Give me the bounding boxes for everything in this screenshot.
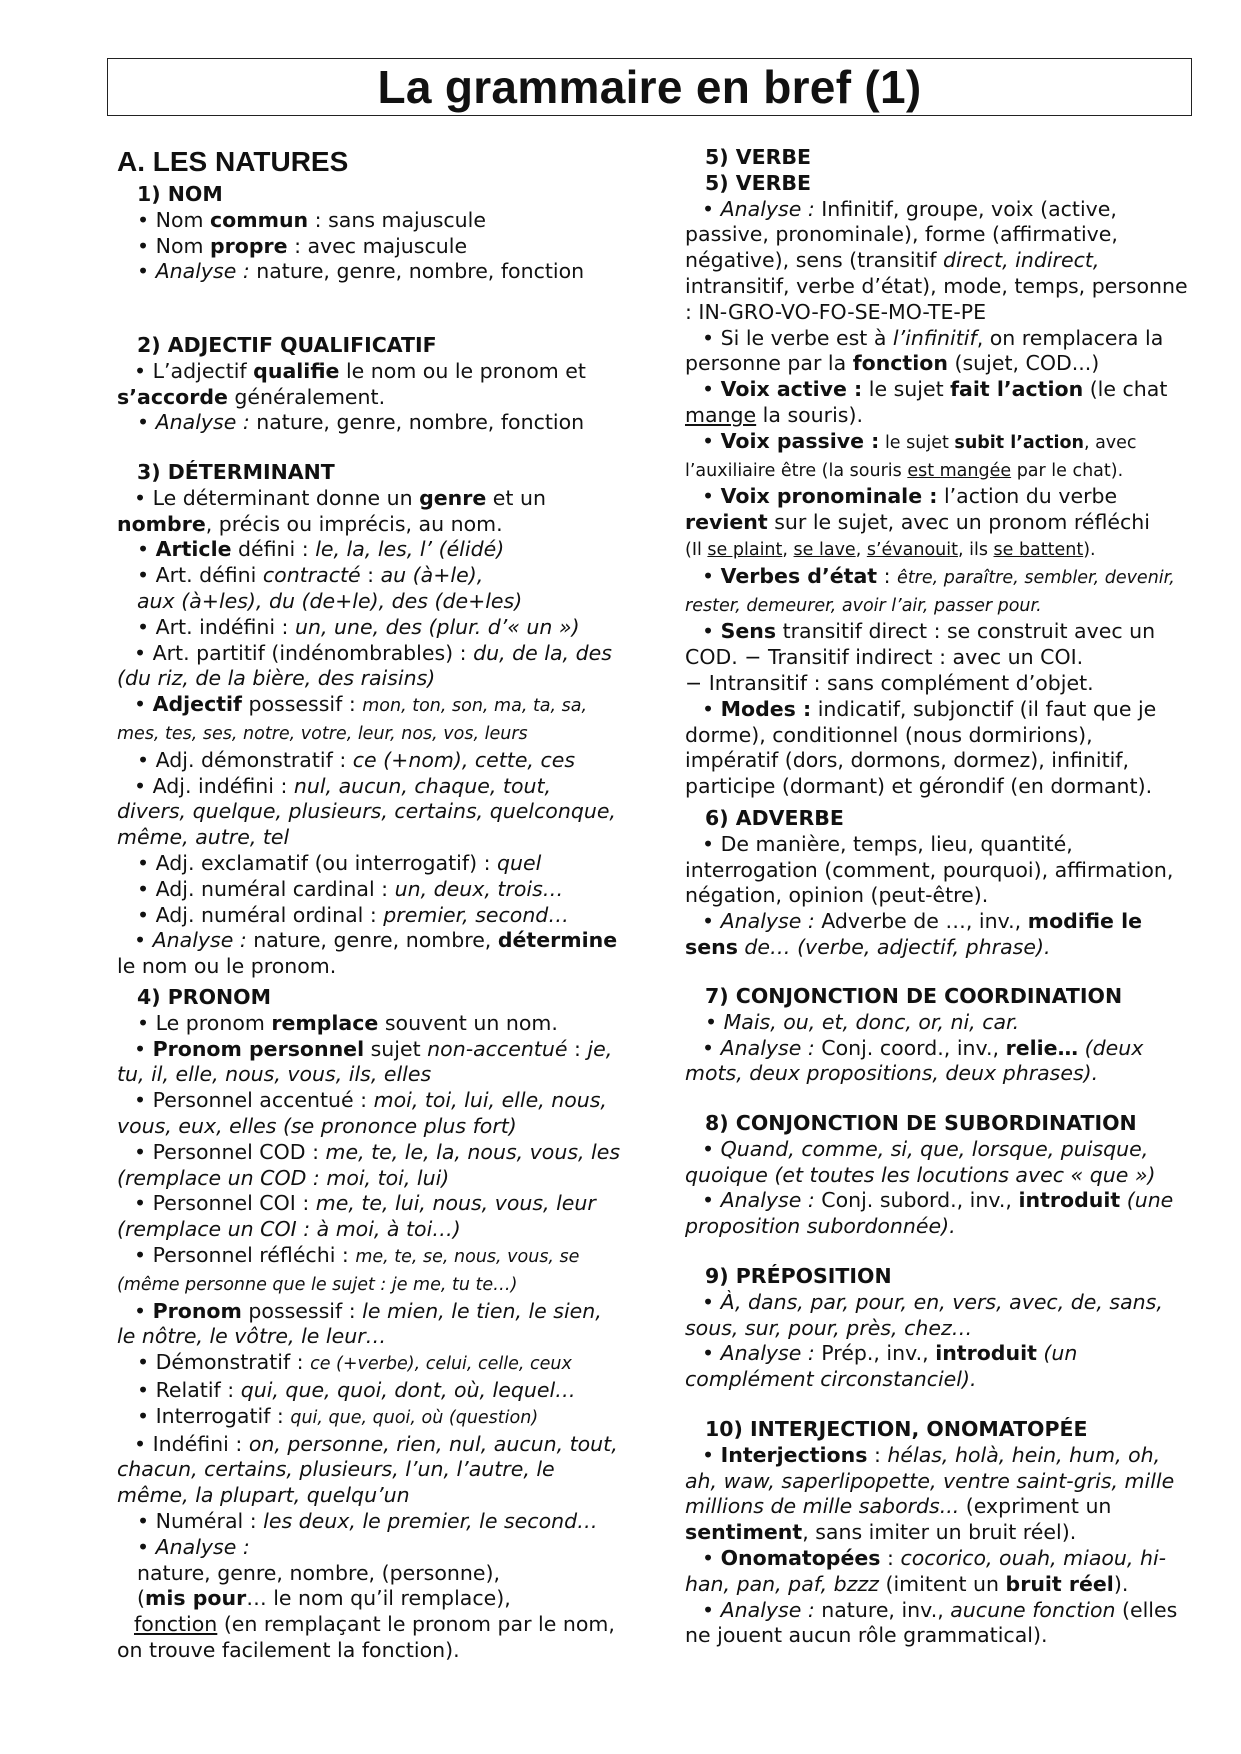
interjection-line: • Analyse : nature, inv., aucune fonction (elles ne jouent aucun rôle grammatical). <box>685 1597 1178 1648</box>
verbe-line: • Sens transitif direct : se construit avec un COD. − Transitif indirect : avec un COI. − Intransitif : sans complément d’objet. <box>685 619 1156 695</box>
pronom-line: • Pronom personnel sujet non-accentué : je, tu, il, elle, nous, vous, ils, elles <box>117 1036 613 1087</box>
determinant-line: • Art. défini contracté : au (à+le), <box>137 563 484 588</box>
section-a-title: A. LES NATURES <box>117 146 349 177</box>
section-interjection <box>685 1417 1190 1649</box>
adverbe-line: • Analyse : Adverbe de …, inv., modifie le sens de… (verbe, adjectif, phrase). <box>685 909 1143 959</box>
pronom-line: • Personnel COD : me, te, le, la, nous, vous, les (remplace un COD : moi, toi, lui) <box>117 1139 621 1190</box>
pronom-line: • Indéfini : on, personne, rien, nul, aucun, tout, chacun, certains, plusieurs, l’un, l’autre, le même, la plupart, quelqu’un <box>117 1431 618 1508</box>
pronom-line: fonction (en remplaçant le pronom par le nom, on trouve facilement la fonction). <box>117 1612 615 1662</box>
pronom-line: nature, genre, nombre, (personne), <box>137 1560 500 1585</box>
nom-line: • Nom propre : avec majuscule <box>137 233 468 258</box>
interjection-line: • Interjections : hélas, holà, hein, hum, oh, ah, waw, saperlipopette, ventre saint-gris, mille millions de mille sabords... (expriment un sentiment, sans imiter un bruit réel). <box>685 1442 1175 1545</box>
verbe-line: • Verbes d’état : être, paraître, sembler, devenir, rester, demeurer, avoir l’air, passer pour. <box>685 563 1175 616</box>
section-preposition <box>685 1264 1190 1393</box>
determinant-line: • Adj. exclamatif (ou interrogatif) : quel <box>137 850 542 875</box>
pronom-line: • Pronom possessif : le mien, le tien, le sien, le nôtre, le vôtre, le leur… <box>117 1298 602 1349</box>
determinant-line: • Adj. numéral cardinal : un, deux, trois… <box>137 876 564 901</box>
coordination-line: • Mais, ou, et, donc, or, ni, car. <box>705 1009 1020 1034</box>
determinant-line: • Adj. numéral ordinal : premier, second… <box>137 902 569 927</box>
section-adverbe <box>685 806 1190 961</box>
preposition-heading: 9) PRÉPOSITION <box>705 1264 892 1288</box>
verbe-line: • Si le verbe est à l’infinitif, on remplacera la personne par la fonction (sujet, COD...) <box>685 325 1164 376</box>
verbe-line: • Modes : indicatif, subjonctif (il faut que je dorme), conditionnel (nous dormirions), impératif (dors, dormons, dormez), infinitif, participe (dormant) et gérondif (en dormant). <box>685 696 1157 799</box>
section-subordination <box>685 1111 1190 1240</box>
determinant-heading: 3) DÉTERMINANT <box>137 460 335 484</box>
verbe-line: • Analyse : Infinitif, groupe, voix (active, passive, pronominale), forme (affirmative, négative), sens (transitif direct, indirect, intransitif, verbe d’état), mode, temps, personne : IN-GRO-VO-FO-SE-MO-TE-PE <box>685 196 1188 324</box>
section-coordination <box>685 984 1190 1087</box>
subordination-heading: 8) CONJONCTION DE SUBORDINATION <box>705 1111 1137 1135</box>
determinant-line: aux (à+les), du (de+le), des (de+les) <box>137 588 523 613</box>
determinant-line: • Adj. démonstratif : ce (+nom), cette, ces <box>137 747 576 772</box>
page-title: La grammaire en bref (1) <box>377 61 922 113</box>
adjectif-heading: 2) ADJECTIF QUALIFICATIF <box>137 333 437 357</box>
adverbe-heading: 6) ADVERBE <box>705 806 844 830</box>
verbe-line: • Voix active : le sujet fait l’action (le chat mange la souris). <box>685 377 1168 427</box>
pronom-line: • Analyse : <box>137 1534 250 1559</box>
determinant-line: • Article défini : le, la, les, l’ (élidé) <box>137 537 505 562</box>
verbe-line: • Voix passive : le sujet subit l’action, avec l’auxiliaire être (la souris est mangée par le chat). <box>685 428 1137 481</box>
pronom-heading: 4) PRONOM <box>137 985 271 1009</box>
interjection-line: • Onomatopées : cocorico, ouah, miaou, hi-han, pan, paf, bzzz (imitent un bruit réel). <box>685 1545 1167 1596</box>
nom-line: • Analyse : nature, genre, nombre, fonction <box>137 259 585 284</box>
interjection-heading: 10) INTERJECTION, ONOMATOPÉE <box>705 1417 1088 1441</box>
section-verbe <box>685 145 1190 800</box>
preposition-line: • À, dans, par, pour, en, vers, avec, de, sans, sous, sur, pour, près, chez… <box>685 1289 1163 1340</box>
pronom-line: • Personnel accentué : moi, toi, lui, elle, nous, vous, eux, elles (se prononce plus fort) <box>117 1088 607 1138</box>
determinant-line: • Adj. indéfini : nul, aucun, chaque, tout, divers, quelque, plusieurs, certains, quelconque, même, autre, tel <box>117 773 616 850</box>
determinant-line: • Art. indéfini : un, une, des (plur. d’« un ») <box>137 614 580 639</box>
subordination-line: • Quand, comme, si, que, lorsque, puisque, quoique (et toutes les locutions avec « que ») <box>685 1136 1156 1187</box>
subordination-line: • Analyse : Conj. subord., inv., introduit (une proposition subordonnée). <box>685 1188 1174 1239</box>
nom-heading: 1) NOM <box>137 182 223 206</box>
nom-line: • Nom commun : sans majuscule <box>137 207 486 232</box>
coordination-line: • Analyse : Conj. coord., inv., relie… (deux mots, deux propositions, deux phrases). <box>685 1035 1144 1086</box>
verbe-heading-repeat: 5) VERBE <box>705 170 812 195</box>
pronom-line: • Personnel réfléchi : me, te, se, nous, vous, se (même personne que le sujet : je me, tu te…) <box>117 1242 580 1295</box>
pronom-line: • Le pronom remplace souvent un nom. <box>137 1010 558 1035</box>
coordination-heading: 7) CONJONCTION DE COORDINATION <box>705 984 1123 1008</box>
pronom-line: • Numéral : les deux, le premier, le second… <box>137 1508 598 1533</box>
determinant-line: • Adjectif possessif : mon, ton, son, ma, ta, sa, mes, tes, ses, notre, votre, leur, nos, vos, leurs <box>117 692 588 744</box>
pronom-line: (mis pour… le nom qu’il remplace), <box>137 1586 511 1611</box>
determinant-line: • Le déterminant donne un genre et un nombre, précis ou imprécis, au nom. <box>117 485 546 536</box>
adjectif-analyse: • Analyse : nature, genre, nombre, fonction <box>137 410 585 435</box>
adverbe-line: • De manière, temps, lieu, quantité, interrogation (comment, pourquoi), affirmation, négation, opinion (peut-être). <box>685 831 1174 908</box>
pronom-line: • Démonstratif : ce (+verbe), celui, celle, ceux <box>137 1350 572 1375</box>
section-determinant <box>117 460 622 980</box>
pronom-line: • Personnel COI : me, te, lui, nous, vous, leur (remplace un COI : à moi, à toi…) <box>117 1191 596 1242</box>
title-box <box>107 58 1192 116</box>
preposition-line: • Analyse : Prép., inv., introduit (un complément circonstanciel). <box>685 1341 1078 1392</box>
pronom-line: • Interrogatif : qui, que, quoi, où (question) <box>137 1403 539 1428</box>
section-pronom <box>117 985 622 1664</box>
adjectif-text: • L’adjectif qualifie le nom ou le pronom et s’accorde généralement. <box>117 358 586 409</box>
determinant-line: • Analyse : nature, genre, nombre, détermine le nom ou le pronom. <box>117 928 618 979</box>
section-nom <box>117 182 622 285</box>
verbe-line: • Voix pronominale : l’action du verbe revient sur le sujet, avec un pronom réfléchi (Il se plaint, se lave, s’évanouit, ils se battent). <box>685 484 1150 560</box>
verbe-heading: 5) VERBE <box>705 145 812 169</box>
pronom-line: • Relatif : qui, que, quoi, dont, où, lequel… <box>137 1377 576 1402</box>
section-adjectif <box>117 333 622 436</box>
determinant-line: • Art. partitif (indénombrables) : du, de la, des (du riz, de la bière, des raisins) <box>117 640 612 691</box>
